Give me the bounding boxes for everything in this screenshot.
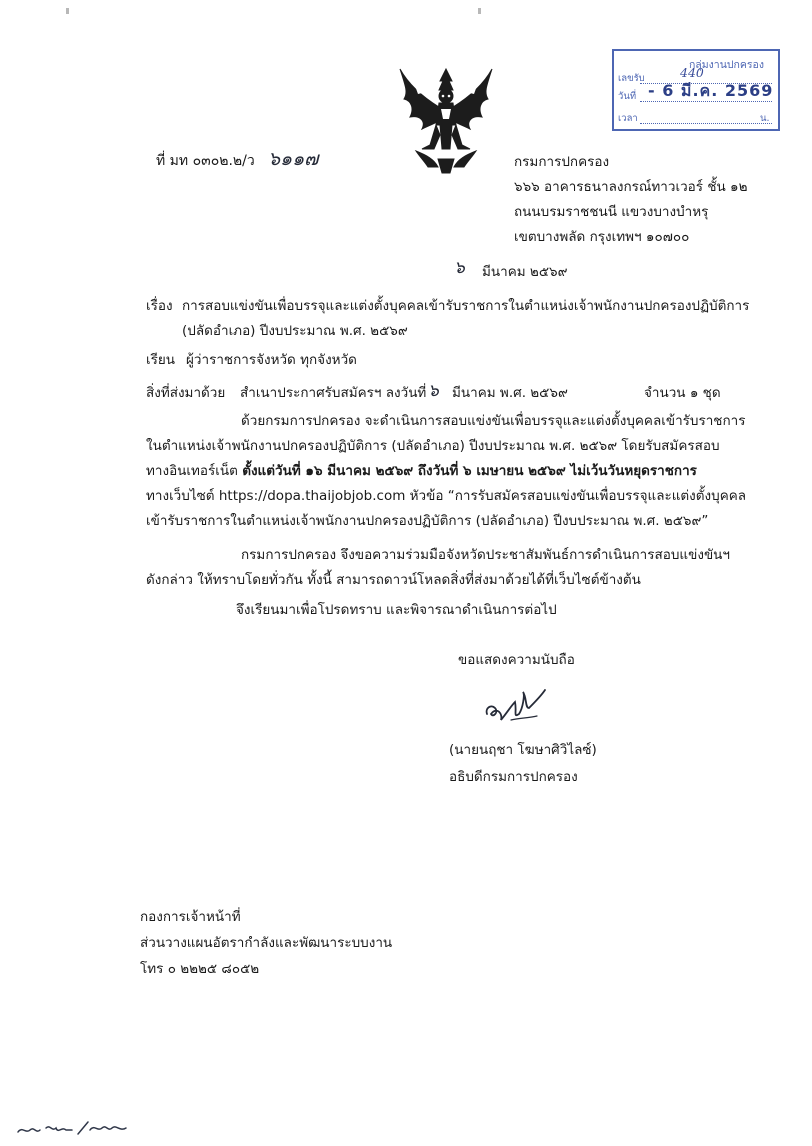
receipt-stamp [612, 49, 780, 131]
sender-address-line: ๖๖๖ อาคารธนาลงกรณ์ทาวเวอร์ ชั้น ๑๒ [514, 179, 748, 195]
garuda-emblem-icon [392, 63, 500, 175]
subject-line: (ปลัดอำเภอ) ปีงบประมาณ พ.ศ. ๒๕๖๙ [182, 323, 408, 339]
body-line: ดังกล่าว ให้ทราบโดยทั่วกัน ทั้งนี้ สามารถดาวน์โหลดสิ่งที่ส่งมาด้วยได้ที่เว็บไซต์ข้างต้น [146, 572, 641, 588]
enclosure-day-handwritten: ๖ [428, 381, 439, 401]
document-date: มีนาคม ๒๕๖๙ [482, 264, 568, 280]
stamp-time-suffix: น. [760, 113, 770, 124]
sender-address-line: ถนนบรมราชชนนี แขวงบางบำหรุ [514, 204, 709, 220]
closing-salutation: ขอแสดงความนับถือ [458, 652, 575, 668]
sender-org: กรมการปกครอง [514, 154, 610, 170]
addressee-label: เรียน [146, 352, 176, 368]
stamp-number: 440 [680, 65, 704, 80]
subject-line: การสอบแข่งขันเพื่อบรรจุและแต่งตั้งบุคคลเข้ารับราชการในตำแหน่งเจ้าพนักงานปกครองปฏิบัติการ [182, 298, 750, 314]
body-line [146, 461, 697, 482]
document-number-handwritten: ๖๑๑๗ [268, 148, 319, 170]
stamp-date-label: วันที่ [618, 91, 637, 102]
enclosure-text: สำเนาประกาศรับสมัครฯ ลงวันที่ [240, 385, 427, 401]
stamp-time-label: เวลา [618, 113, 638, 124]
handwritten-note-icon [16, 1116, 136, 1140]
body-line: ในตำแหน่งเจ้าพนักงานปกครองปฏิบัติการ (ปลัดอำเภอ) ปีงบประมาณ พ.ศ. ๒๕๖๙ โดยรับสมัครสอบ [146, 438, 720, 454]
footer-line: ส่วนวางแผนอัตรากำลังและพัฒนาระบบงาน [140, 935, 393, 951]
body-line-website: ทางเว็บไซต์ https://dopa.thaijobjob.com หัวข้อ “การรับสมัครสอบแข่งขันเพื่อบรรจุและแต่งตั้งบุคคล [146, 488, 747, 504]
addressee: ผู้ว่าราชการจังหวัด ทุกจังหวัด [186, 352, 357, 368]
stamp-date: - 6 มี.ค. 2569 [648, 81, 774, 100]
enclosure-label: สิ่งที่ส่งมาด้วย [146, 385, 226, 401]
signatory-title: อธิบดีกรมการปกครอง [449, 769, 578, 785]
body-text: ทางอินเทอร์เน็ต [146, 463, 238, 479]
date-day-handwritten: ๖ [454, 258, 465, 278]
stamp-org: กลุ่มงานปกครอง [688, 59, 764, 71]
signature-icon [481, 684, 553, 730]
stamp-number-label: เลขรับ [618, 73, 645, 84]
sender-address-line: เขตบางพลัด กรุงเทพฯ ๑๐๗๐๐ [514, 229, 690, 245]
scan-mark [478, 8, 481, 14]
subject-label: เรื่อง [146, 298, 173, 314]
footer-line: โทร ๐ ๒๒๒๕ ๘๐๕๒ [140, 961, 260, 977]
signatory-name: (นายนฤชา โฆษาศิวิไลซ์) [449, 742, 597, 758]
document-number: ที่ มท ๐๓๐๒.๒/ว [156, 153, 255, 169]
scan-mark [66, 8, 69, 14]
enclosure-count: จำนวน ๑ ชุด [644, 385, 721, 401]
application-period: ตั้งแต่วันที่ ๑๖ มีนาคม ๒๕๖๙ ถึงวันที่ ๖ เมษายน ๒๕๖๙ ไม่เว้นวันหยุดราชการ [242, 463, 697, 479]
body-line: จึงเรียนมาเพื่อโปรดทราบ และพิจารณาดำเนินการต่อไป [236, 602, 557, 618]
enclosure-date: มีนาคม พ.ศ. ๒๕๖๙ [452, 385, 568, 401]
body-line: กรมการปกครอง จึงขอความร่วมมือจังหวัดประชาสัมพันธ์การดำเนินการสอบแข่งขันฯ [241, 547, 730, 563]
body-line: เข้ารับราชการในตำแหน่งเจ้าพนักงานปกครองปฏิบัติการ (ปลัดอำเภอ) ปีงบประมาณ พ.ศ. ๒๕๖๙” [146, 513, 709, 529]
footer-line: กองการเจ้าหน้าที่ [140, 909, 241, 925]
body-line: ด้วยกรมการปกครอง จะดำเนินการสอบแข่งขันเพื่อบรรจุและแต่งตั้งบุคคลเข้ารับราชการ [241, 413, 746, 429]
